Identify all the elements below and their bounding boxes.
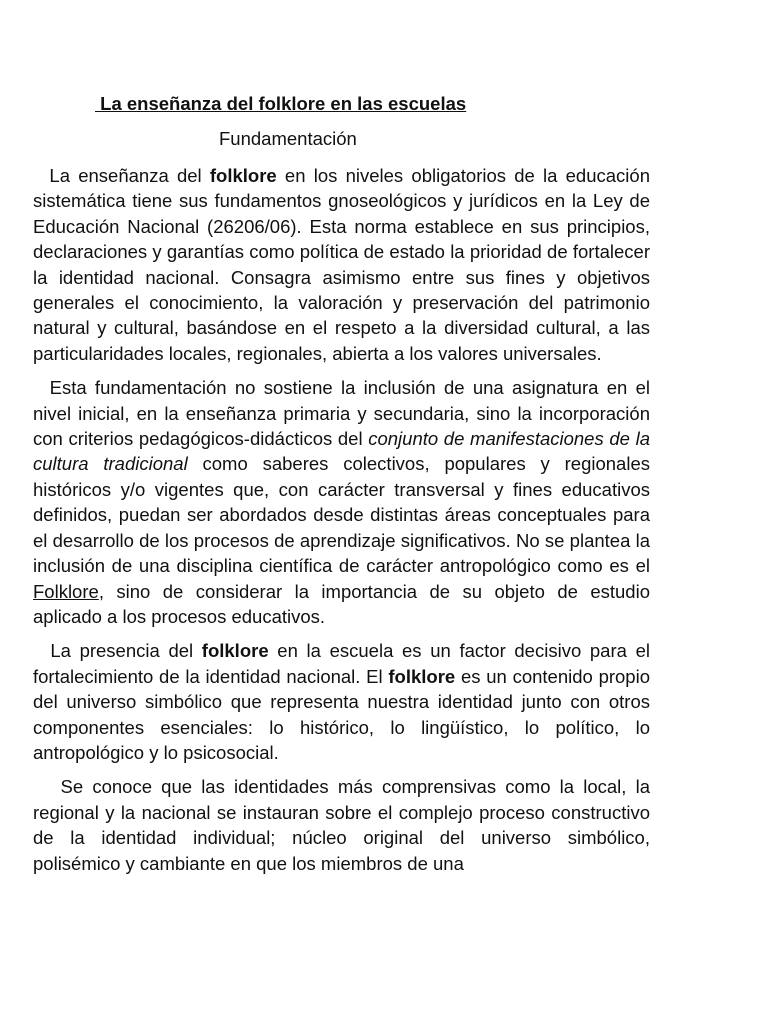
bold-term: folklore: [209, 165, 277, 186]
paragraph-text: Esta fundamentación no sostiene la inclusión de una asignatura en el nivel inicial, en la enseñanza primaria y secundaria, sino la incorporación con criterios pedagógicos-didácticos del: [33, 377, 650, 450]
paragraph-text: es un contenido propio del universo simbólico que representa nuestra identidad junto con otros componentes esenciales: lo histórico, lo lingüístico, lo político, lo antropológico y lo psicosocial.: [33, 665, 650, 763]
paragraph-text: La presencia del: [33, 640, 202, 662]
document-body: [33, 163, 650, 885]
bold-term: folklore: [388, 665, 456, 687]
paragraph-text: en la escuela es un factor decisivo para el fortalecimiento de la identidad nacional. El: [33, 640, 650, 687]
paragraph-text: en los niveles obligatorios de la educación sistemática tiene sus fundamentos gnoseológicos y jurídicos en la Ley de Educación Nacional (26206/06). Esta norma establece en sus principios, declaraciones y garantías como política de estado la prioridad de fortalecer la identidad nacional. Consagra asimismo entre sus fines y objetivos generales el conocimiento, la valoración y preservación del patrimonio natural y cultural, basándose en el respeto a la diversidad cultural, a las particularidades locales, regionales, abierta a los valores universales.: [33, 165, 650, 364]
paragraph-text: como saberes colectivos, populares y regionales históricos y/o vigentes que, con carácter transversal y fines educativos definidos, puedan ser abordados desde distintas áreas conceptuales para el desarrollo de los procesos de aprendizaje significativos. No se plantea la inclusión de una disciplina científica de carácter antropológico como es el: [33, 453, 650, 577]
document-title: La enseñanza del folklore en las escuelas: [95, 93, 467, 114]
bold-term: folklore: [201, 640, 269, 662]
italic-phrase: conjunto de manifestaciones de la cultura tradicional: [33, 428, 650, 475]
paragraph-text: Se conoce que las identidades más comprensivas como la local, la regional y la nacional se instauran sobre el complejo proceso constructivo de la identidad individual; núcleo original del universo simbólico, polisémico y cambiante en que los miembros de una: [33, 776, 650, 874]
paragraph: [33, 638, 650, 765]
underlined-term: Folklore: [33, 580, 99, 602]
document-subtitle: Fundamentación: [219, 128, 357, 149]
paragraph: [33, 163, 650, 366]
paragraph-text: , sino de considerar la importancia de su objeto de estudio aplicado a los procesos educativos.: [33, 580, 650, 627]
paragraph: [33, 774, 650, 876]
paragraph-text: La enseñanza del: [33, 165, 210, 186]
paragraph: [33, 375, 650, 629]
